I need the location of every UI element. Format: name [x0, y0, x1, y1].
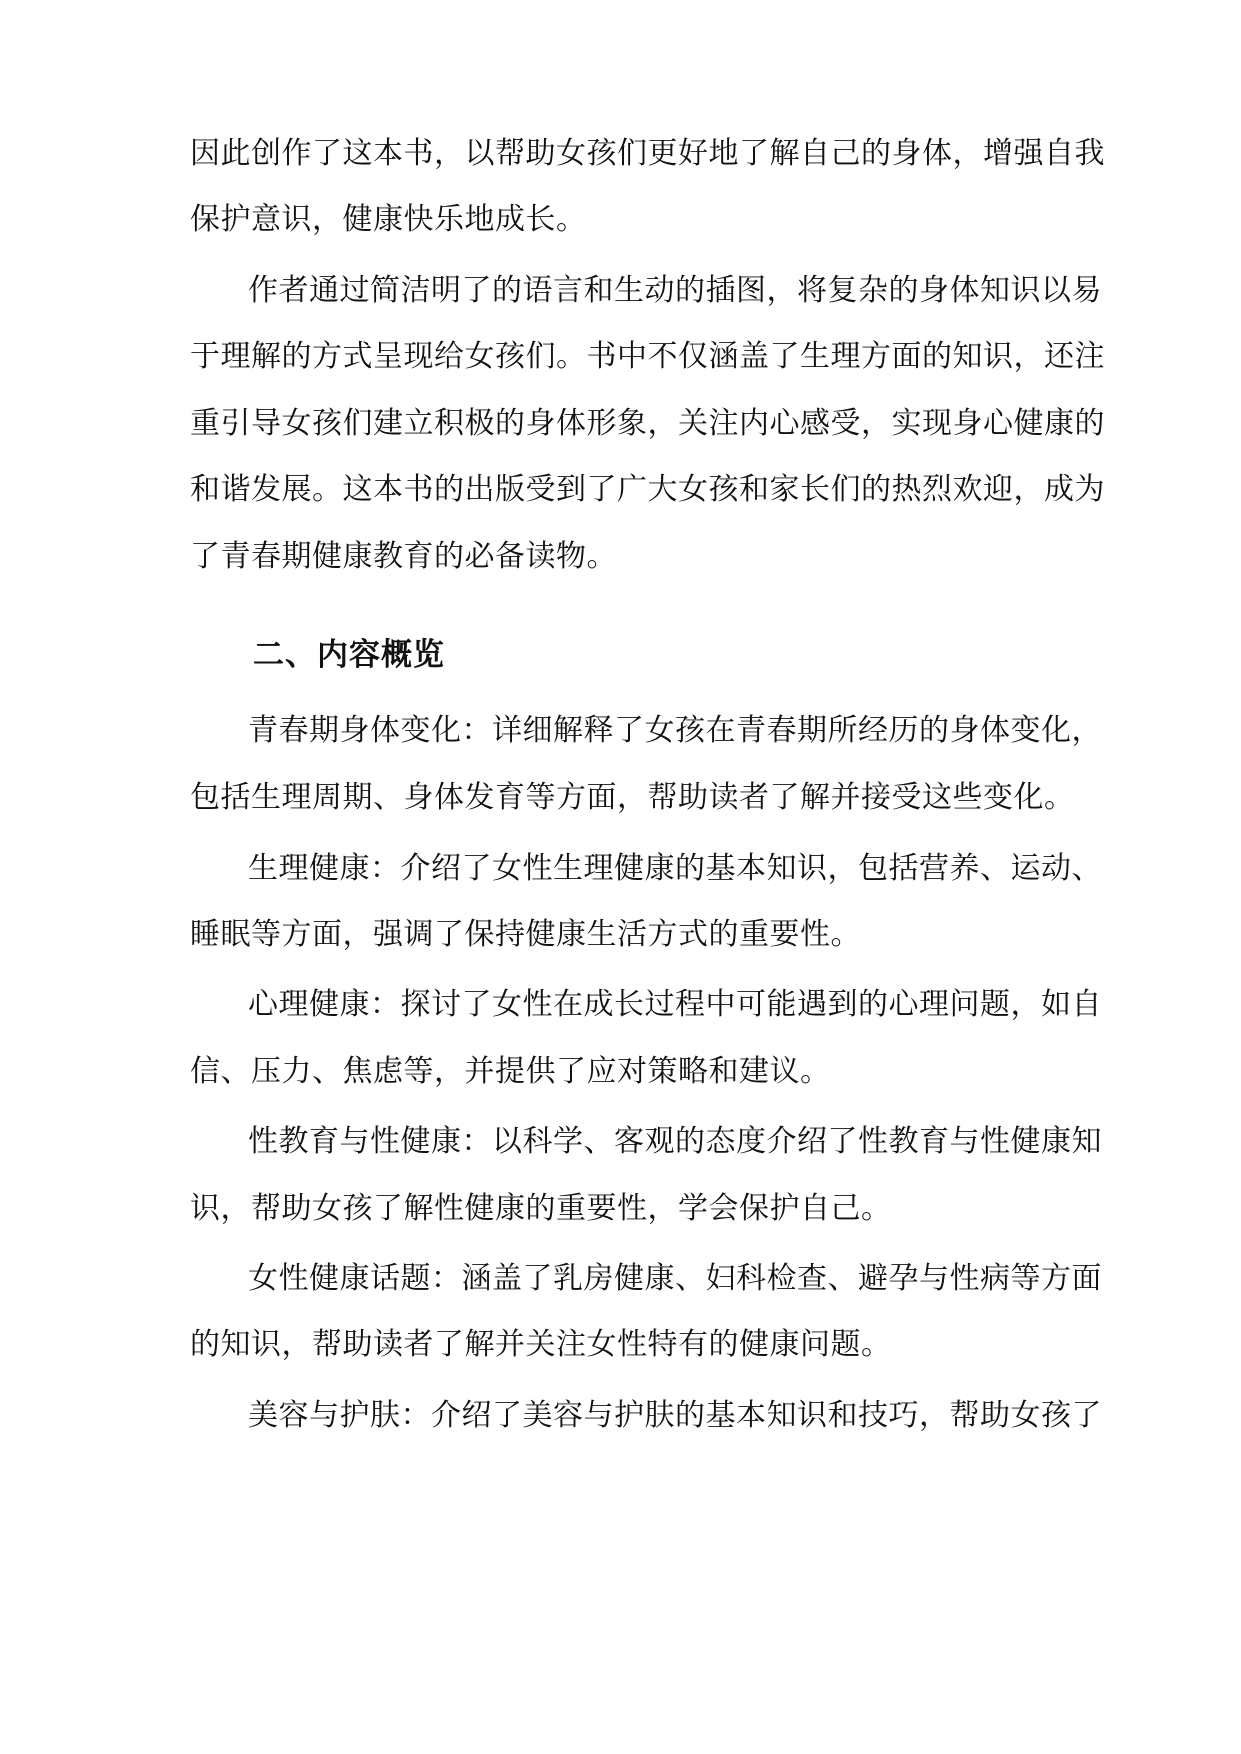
paragraph-line: 保护意识，健康快乐地成长。 — [190, 202, 587, 237]
list-item-line: 识，帮助女孩了解性健康的重要性，学会保护自己。 — [190, 1191, 892, 1226]
list-item-line: 青春期身体变化：详细解释了女孩在青春期所经历的身体变化， — [248, 713, 1102, 748]
list-item-line: 心理健康：探讨了女性在成长过程中可能遇到的心理问题，如自 — [248, 987, 1102, 1022]
list-item-line: 美容与护肤：介绍了美容与护肤的基本知识和技巧，帮助女孩了 — [248, 1398, 1102, 1433]
list-item-line: 睡眠等方面，强调了保持健康生活方式的重要性。 — [190, 917, 861, 952]
paragraph-line: 作者通过简洁明了的语言和生动的插图，将复杂的身体知识以易 — [248, 273, 1102, 308]
paragraph-line: 重引导女孩们建立积极的身体形象，关注内心感受，实现身心健康的 — [190, 406, 1105, 441]
section-heading: 二、内容概览 — [253, 637, 445, 673]
list-item-line: 性教育与性健康：以科学、客观的态度介绍了性教育与性健康知 — [248, 1124, 1102, 1159]
paragraph-line: 了青春期健康教育的必备读物。 — [190, 539, 617, 574]
list-item-line: 信、压力、焦虑等，并提供了应对策略和建议。 — [190, 1054, 831, 1089]
paragraph-line: 于理解的方式呈现给女孩们。书中不仅涵盖了生理方面的知识，还注 — [190, 339, 1105, 374]
list-item-line: 女性健康话题：涵盖了乳房健康、妇科检查、避孕与性病等方面 — [248, 1261, 1102, 1296]
list-item-line: 的知识，帮助读者了解并关注女性特有的健康问题。 — [190, 1327, 892, 1362]
paragraph-line: 因此创作了这本书，以帮助女孩们更好地了解自己的身体，增强自我 — [190, 136, 1105, 171]
list-item-line: 生理健康：介绍了女性生理健康的基本知识，包括营养、运动、 — [248, 851, 1102, 886]
list-item-line: 包括生理周期、身体发育等方面，帮助读者了解并接受这些变化。 — [190, 780, 1075, 815]
paragraph-line: 和谐发展。这本书的出版受到了广大女孩和家长们的热烈欢迎，成为 — [190, 472, 1105, 507]
